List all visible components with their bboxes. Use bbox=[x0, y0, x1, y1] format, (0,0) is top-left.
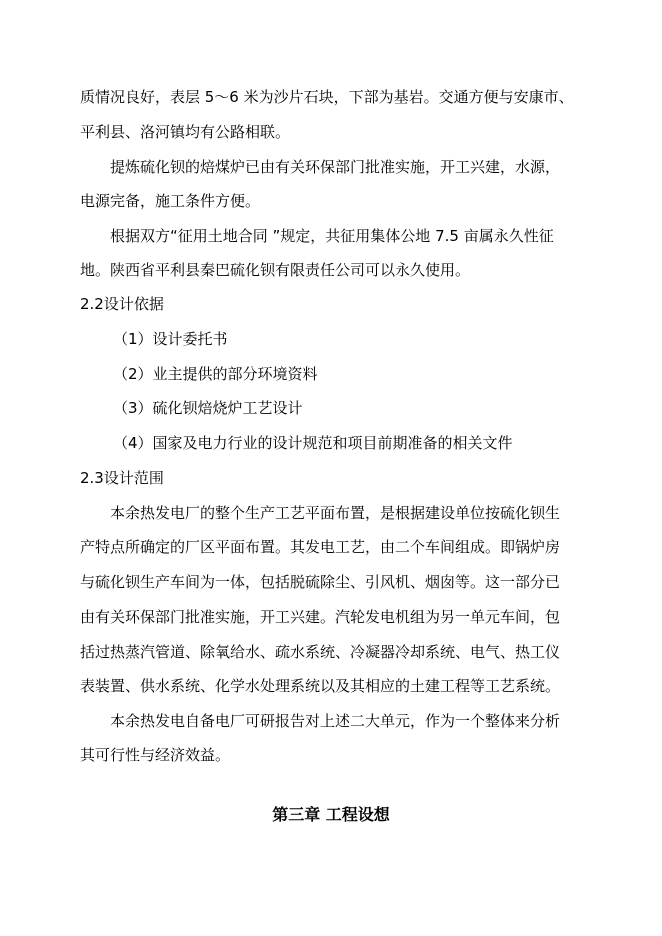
paragraph-line: 地。陕西省平利县秦巴硫化钡有限责任公司可以永久使用。 bbox=[80, 261, 471, 279]
chapter-heading: 第三章 工程设想 bbox=[272, 805, 390, 824]
paragraph-line: 质情况良好，表层 5～6 米为沙片石块，下部为基岩。交通方便与安康市、 bbox=[80, 88, 574, 106]
list-item: （4）国家及电力行业的设计规范和项目前期准备的相关文件 bbox=[113, 434, 513, 452]
paragraph-line: 提炼硫化钡的焙煤炉已由有关环保部门批准实施，开工兴建，水源， bbox=[110, 158, 561, 176]
paragraph-line: 平利县、洛河镇均有公路相联。 bbox=[80, 123, 291, 141]
paragraph-line: 电源完备，施工条件方便。 bbox=[80, 192, 261, 210]
paragraph-line: 表装置、供水系统、化学水处理系统以及其相应的土建工程等工艺系统。 bbox=[80, 677, 561, 695]
paragraph-line: 与硫化钡生产车间为一体，包括脱硫除尘、引风机、烟囱等。这一部分已 bbox=[80, 573, 561, 591]
section-heading: 2.3设计范围 bbox=[80, 469, 164, 487]
paragraph-line: 其可行性与经济效益。 bbox=[80, 746, 231, 764]
list-item: （3）硫化钡焙烧炉工艺设计 bbox=[113, 399, 303, 417]
list-item: （1）设计委托书 bbox=[113, 330, 228, 348]
paragraph-line: 根据双方“征用土地合同 ”规定，共征用集体公地 7.5 亩属永久性征 bbox=[110, 227, 554, 245]
list-item: （2）业主提供的部分环境资料 bbox=[113, 365, 318, 383]
paragraph-line: 本余热发电自备电厂可研报告对上述二大单元，作为一个整体来分析 bbox=[110, 712, 561, 730]
section-heading: 2.2设计依据 bbox=[80, 295, 164, 313]
paragraph-line: 括过热蒸汽管道、除氧给水、疏水系统、冷凝器冷却系统、电气、热工仪 bbox=[80, 643, 561, 661]
paragraph-line: 由有关环保部门批准实施，开工兴建。汽轮发电机组为另一单元车间，包 bbox=[80, 608, 561, 626]
paragraph-line: 产特点所确定的厂区平面布置。其发电工艺，由二个车间组成。即锅炉房 bbox=[80, 538, 561, 556]
paragraph-line: 本余热发电厂的整个生产工艺平面布置，是根据建设单位按硫化钡生 bbox=[110, 504, 561, 522]
